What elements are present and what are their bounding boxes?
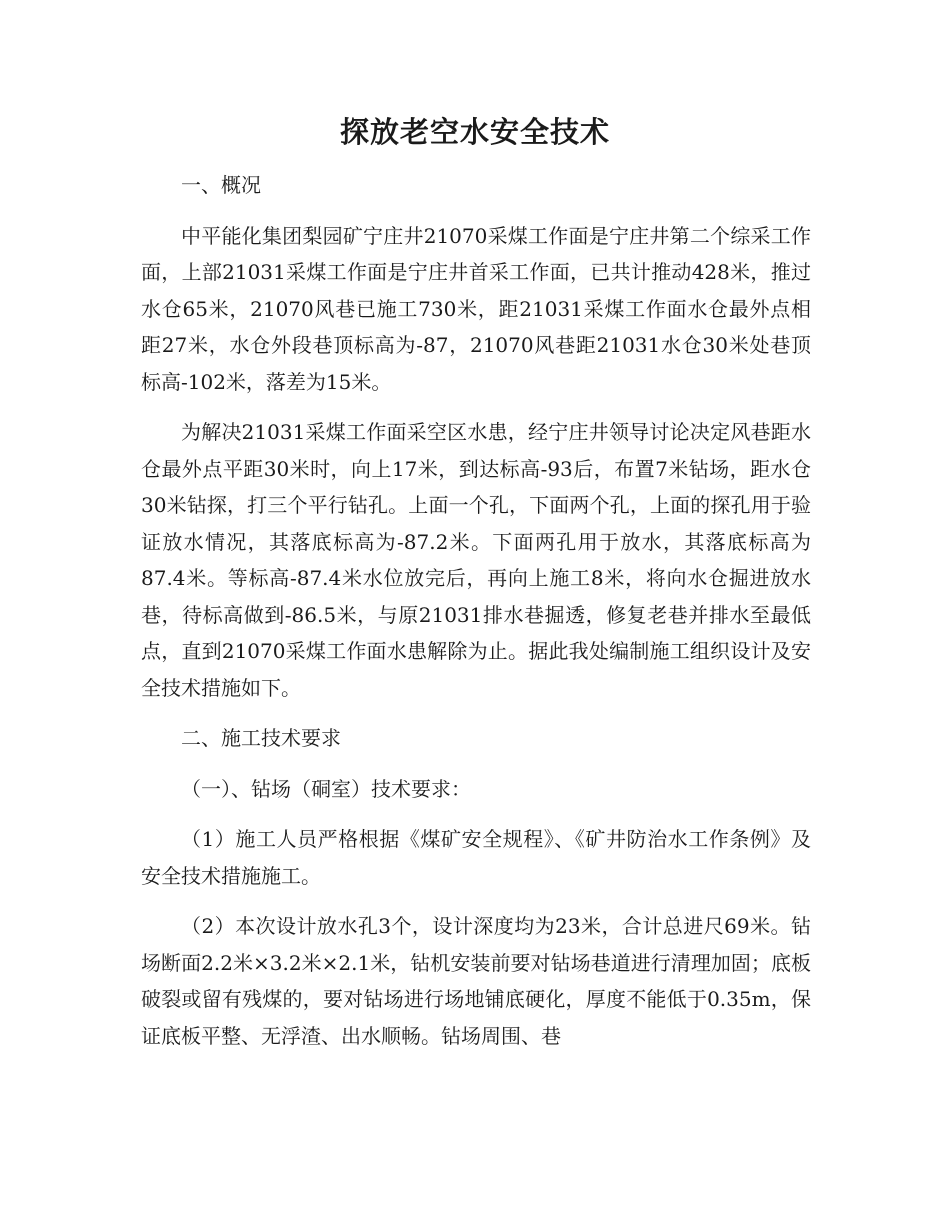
section-heading-requirements: 二、施工技术要求	[181, 726, 341, 750]
requirement-item-2: （2）本次设计放水孔3个，设计深度均为23米，合计总进尺69米。钻场断面2.2米×3.2米×2.1米，钻机安装前要对钻场巷道进行清理加固；底板破裂或留有残煤的，要对钻场进行场地铺底硬化，厚度不能低于0.35m，保证底板平整、无浮渣、出水顺畅。钻场周围、巷	[141, 914, 811, 1048]
subsection-heading-drill-site: （一）、钻场（硐室）技术要求：	[181, 776, 471, 801]
paragraph-overview-2: 为解决21031采煤工作面采空区水患，经宁庄井领导讨论决定风巷距水仓最外点平距30米时，向上17米，到达标高-93后，布置7米钻场，距水仓30米钻探，打三个平行钻孔。上面一个孔，下面两个孔，上面的探孔用于验证放水情况，其落底标高为-87.2米。下面两孔用于放水，其落底标高为87.4米。等标高-87.4米水位放完后，再向上施工8米，将向水仓掘进放水巷，待标高做到-86.5米，与原21031排水巷掘透，修复老巷并排水至最低点，直到21070采煤工作面水患解除为止。据此我处编制施工组织设计及安全技术措施如下。	[141, 420, 811, 700]
document-title: 探放老空水安全技术	[339, 115, 610, 149]
requirement-item-1: （1）施工人员严格根据《煤矿安全规程》、《矿井防治水工作条例》及安全技术措施施工。	[141, 827, 811, 888]
document-body	[141, 167, 811, 1068]
section-heading-overview: 一、概况	[181, 173, 261, 197]
paragraph-overview-1: 中平能化集团梨园矿宁庄井21070采煤工作面是宁庄井第二个综采工作面，上部21031采煤工作面是宁庄井首采工作面，已共计推动428米，推过水仓65米，21070风巷已施工730米，距21031采煤工作面水仓最外点相距27米，水仓外段巷顶标高为-87，21070风巷距21031水仓30米处巷顶标高-102米，落差为15米。	[141, 223, 811, 394]
